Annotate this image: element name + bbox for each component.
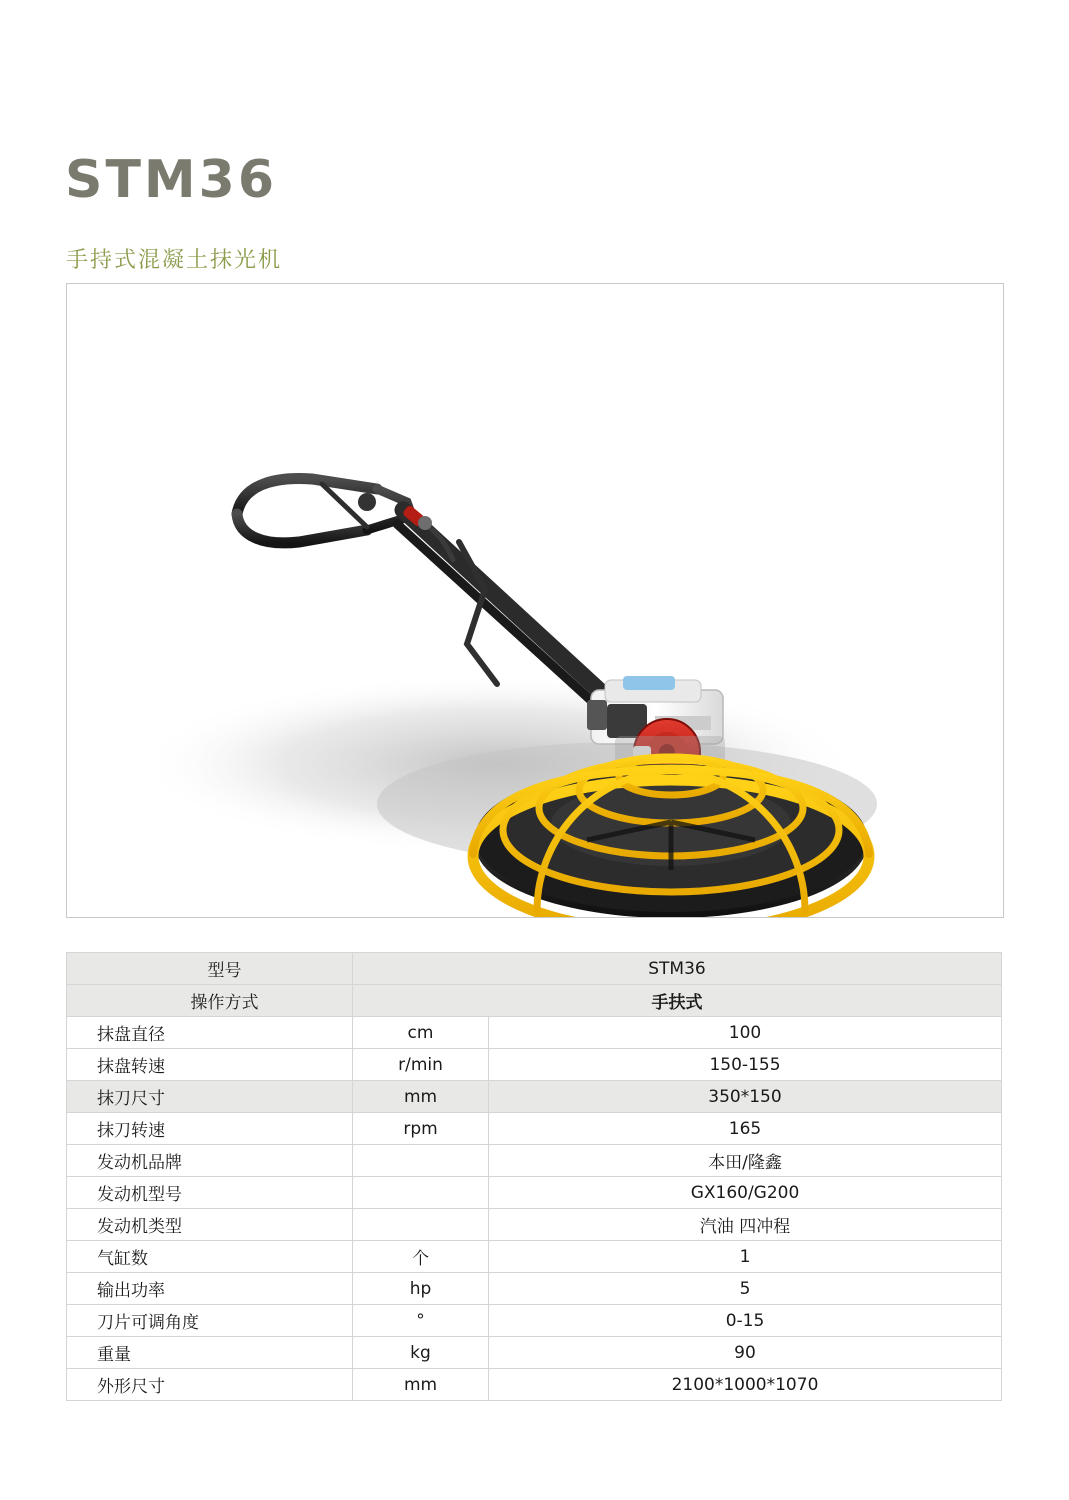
spec-name: 抹盘转速 bbox=[67, 1049, 353, 1081]
power-trowel-illustration bbox=[67, 284, 1003, 917]
spec-value: 1 bbox=[489, 1241, 1002, 1273]
spec-name: 抹盘直径 bbox=[67, 1017, 353, 1049]
spec-name: 抹刀转速 bbox=[67, 1113, 353, 1145]
spec-name: 气缸数 bbox=[67, 1241, 353, 1273]
table-row bbox=[67, 1017, 1002, 1049]
spec-name: 输出功率 bbox=[67, 1273, 353, 1305]
table-row bbox=[67, 1337, 1002, 1369]
spec-name: 抹刀尺寸 bbox=[67, 1081, 353, 1113]
spec-name: 型号 bbox=[67, 953, 353, 985]
spec-name: 操作方式 bbox=[67, 985, 353, 1017]
spec-value: 165 bbox=[489, 1113, 1002, 1145]
table-row bbox=[67, 1081, 1002, 1113]
spec-value: 手扶式 bbox=[353, 985, 1002, 1017]
spec-value: 本田/隆鑫 bbox=[489, 1145, 1002, 1177]
spec-unit: hp bbox=[353, 1273, 489, 1305]
specification-table bbox=[66, 952, 1002, 1401]
spec-name: 发动机类型 bbox=[67, 1209, 353, 1241]
product-image-frame bbox=[66, 283, 1004, 918]
spec-value: 5 bbox=[489, 1273, 1002, 1305]
spec-value: 2100*1000*1070 bbox=[489, 1369, 1002, 1401]
page-subtitle: 手持式混凝土抹光机 bbox=[66, 248, 283, 273]
table-row bbox=[67, 1177, 1002, 1209]
spec-name: 外形尺寸 bbox=[67, 1369, 353, 1401]
spec-unit bbox=[353, 1145, 489, 1177]
page-title: STM36 bbox=[65, 150, 278, 210]
spec-name: 发动机型号 bbox=[67, 1177, 353, 1209]
spec-unit: cm bbox=[353, 1017, 489, 1049]
spec-name: 重量 bbox=[67, 1337, 353, 1369]
table-row bbox=[67, 1049, 1002, 1081]
spec-value: 350*150 bbox=[489, 1081, 1002, 1113]
table-row bbox=[67, 1209, 1002, 1241]
spec-unit: mm bbox=[353, 1369, 489, 1401]
table-row bbox=[67, 1145, 1002, 1177]
spec-value: 90 bbox=[489, 1337, 1002, 1369]
spec-unit: mm bbox=[353, 1081, 489, 1113]
spec-unit: r/min bbox=[353, 1049, 489, 1081]
table-row bbox=[67, 953, 1002, 985]
table-row bbox=[67, 1113, 1002, 1145]
spec-unit: rpm bbox=[353, 1113, 489, 1145]
spec-name: 刀片可调角度 bbox=[67, 1305, 353, 1337]
spec-unit bbox=[353, 1209, 489, 1241]
table-row bbox=[67, 1369, 1002, 1401]
spec-unit: 个 bbox=[353, 1241, 489, 1273]
spec-value: 汽油 四冲程 bbox=[489, 1209, 1002, 1241]
spec-value: 100 bbox=[489, 1017, 1002, 1049]
table-row bbox=[67, 1241, 1002, 1273]
table-row bbox=[67, 1305, 1002, 1337]
spec-value: GX160/G200 bbox=[489, 1177, 1002, 1209]
table-row bbox=[67, 985, 1002, 1017]
spec-unit: kg bbox=[353, 1337, 489, 1369]
spec-value: 150-155 bbox=[489, 1049, 1002, 1081]
spec-name: 发动机品牌 bbox=[67, 1145, 353, 1177]
spec-unit bbox=[353, 1177, 489, 1209]
spec-value: 0-15 bbox=[489, 1305, 1002, 1337]
spec-unit: ° bbox=[353, 1305, 489, 1337]
spec-value: STM36 bbox=[353, 953, 1002, 985]
table-row bbox=[67, 1273, 1002, 1305]
spec-table-body bbox=[67, 953, 1002, 1401]
